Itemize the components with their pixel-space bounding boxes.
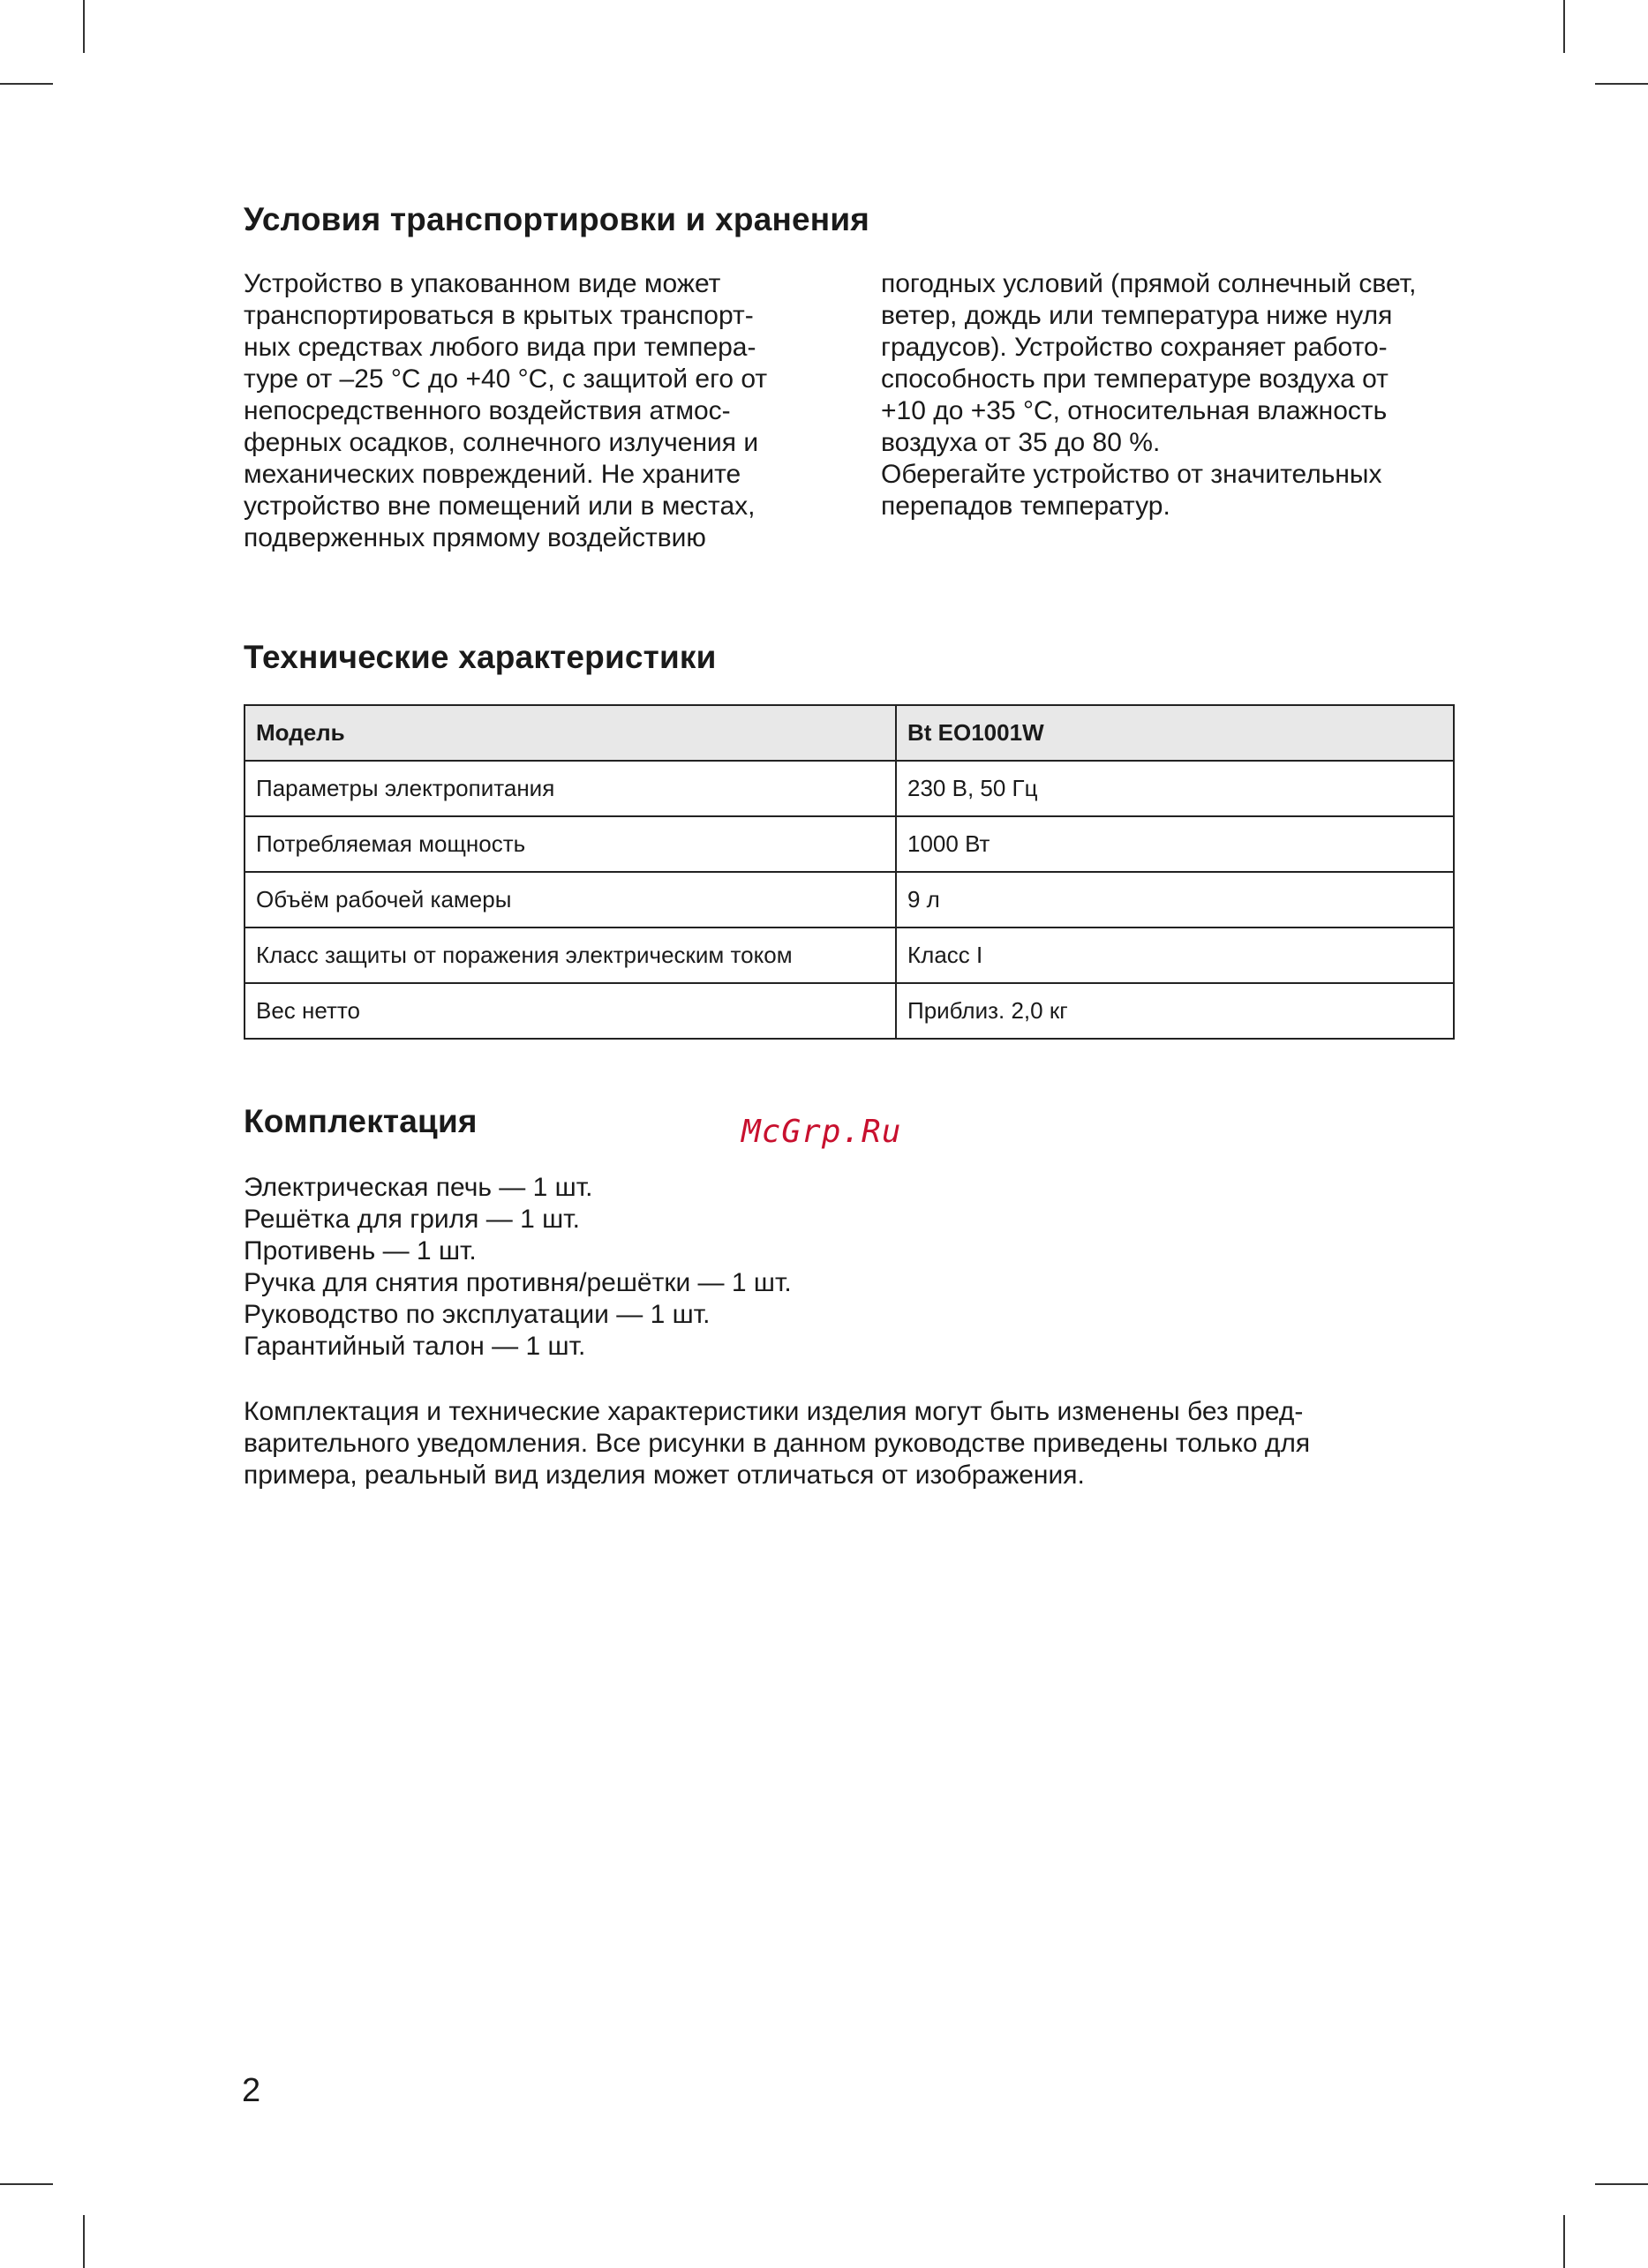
transport-column-right: погодных условий (прямой солнечный свет, ветер, дождь или температура ниже нуля градусов). Устройство сохраняет работо- способность при температуре воздуха от +10 до +35 °C, относительная влажность воздуха от 35 до 80 %. Оберегайте устройство от значительных перепадов температур. — [881, 269, 1417, 521]
watermark-text: McGrp.Ru — [741, 1114, 902, 1150]
crop-mark — [0, 2183, 53, 2185]
spec-value: Класс I — [896, 927, 1454, 983]
crop-mark — [1563, 0, 1565, 53]
spec-value: 230 В, 50 Гц — [896, 761, 1454, 816]
list-item: Электрическая печь — 1 шт. — [244, 1173, 593, 1202]
kit-list — [244, 1172, 1455, 1363]
transport-column-left: Устройство в упакованном виде может транспортироваться в крытых транспорт- ных средствах любого вида при темпера- туре от –25 °C до +40 °C, с защитой его от непосредственного воздействия атмос- ферных осадков, солнечного излучения и механических повреждений. Не храните устройство вне помещений или в местах, подверженных прямому воздействию — [244, 269, 768, 552]
spec-label: Потребляемая мощность — [245, 816, 896, 872]
crop-mark — [83, 2215, 85, 2268]
table-row — [245, 872, 1454, 927]
transport-text — [244, 268, 1455, 554]
page-content — [244, 201, 1455, 1491]
spec-label: Параметры электропитания — [245, 761, 896, 816]
table-row — [245, 983, 1454, 1039]
table-row — [245, 816, 1454, 872]
spec-label: Объём рабочей камеры — [245, 872, 896, 927]
list-item: Руководство по эксплуатации — 1 шт. — [244, 1300, 711, 1329]
list-item: Решётка для гриля — 1 шт. — [244, 1205, 580, 1234]
crop-mark — [83, 0, 85, 53]
spec-value: 9 л — [896, 872, 1454, 927]
spec-table — [244, 704, 1455, 1040]
spec-value: Приблиз. 2,0 кг — [896, 983, 1454, 1039]
spec-label: Вес нетто — [245, 983, 896, 1039]
spec-table-header — [245, 705, 1454, 761]
spec-value: 1000 Вт — [896, 816, 1454, 872]
transport-heading: Условия транспортировки и хранения — [244, 201, 870, 237]
crop-mark — [1595, 83, 1648, 85]
crop-mark — [1563, 2215, 1565, 2268]
spec-label: Класс защиты от поражения электрическим током — [245, 927, 896, 983]
list-item: Ручка для снятия противня/решётки — 1 шт. — [244, 1268, 792, 1297]
list-item: Гарантийный талон — 1 шт. — [244, 1332, 586, 1361]
kit-heading: Комплектация — [244, 1103, 478, 1139]
table-row — [245, 927, 1454, 983]
spec-header-value: Bt EO1001W — [896, 705, 1454, 761]
list-item: Противень — 1 шт. — [244, 1236, 477, 1265]
crop-mark — [1595, 2183, 1648, 2185]
crop-mark — [0, 83, 53, 85]
tech-heading: Технические характеристики — [244, 639, 717, 675]
disclaimer-note: Комплектация и технические характеристики изделия могут быть изменены без пред- варительного уведомления. Все рисунки в данном руководстве приведены только для примера, реальный вид изделия может отличаться от изображения. — [244, 1397, 1311, 1490]
page-number: 2 — [242, 2072, 261, 2109]
spec-header-label: Модель — [245, 705, 896, 761]
table-row — [245, 761, 1454, 816]
